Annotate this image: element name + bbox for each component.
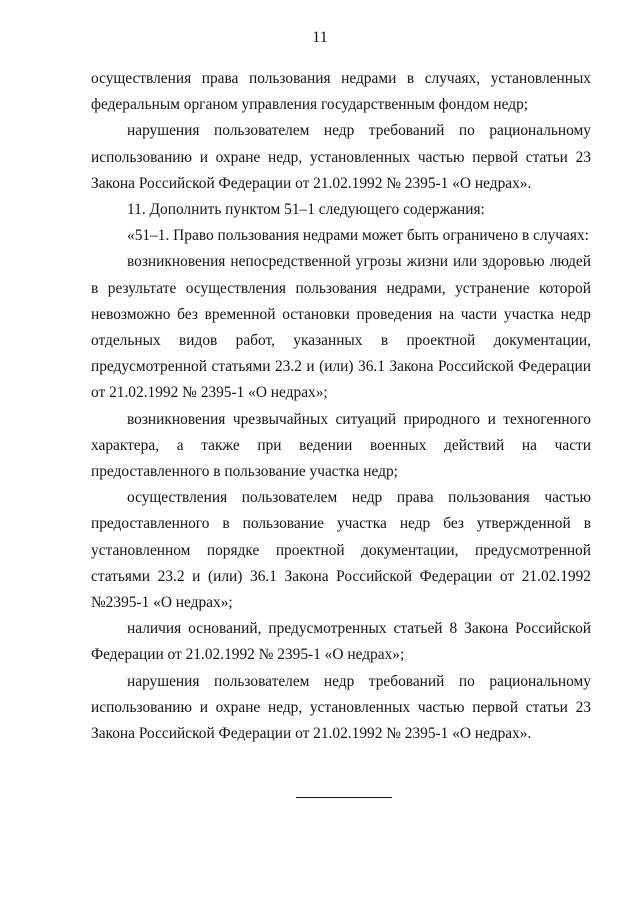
paragraph-item-11: 11. Дополнить пунктом 51–1 следующего содержания: — [127, 201, 485, 219]
end-of-text-rule — [296, 797, 392, 798]
paragraph-threat-to-life: возникновения непосредственной угрозы жизни или здоровью людей в результате осуществления пользования недрами, устранение которой невозможно без временной остановки проведения на части участка недр отдельных видов работ, указанных в проектной документации, предусмотренной статьями 23.2 и (или) 36.1 Закона Российской Федерации от 21.02.1992 № 2395-1 «О недрах»; — [91, 253, 591, 402]
paragraph-emergency-situations: возникновения чрезвычайных ситуаций природного и техногенного характера, а также при ведении военных действий на части предоставленного в пользование участка недр; — [91, 410, 591, 481]
paragraph-no-approved-documentation: осуществления пользователем недр права пользования частью предоставленного в пользование участка недр без утвержденной в установленном порядке проектной документации, предусмотренной статьями 23.2 и (или) 36.1 Закона Российской Федерации от 21.02.1992 №2395-1 «О недрах»; — [91, 489, 591, 612]
paragraph-article-8-grounds: наличия оснований, предусмотренных статьей 8 Закона Российской Федерации от 21.02.1992 № 2395-1 «О недрах»; — [91, 620, 591, 664]
paragraph-violation-article-23: нарушения пользователем недр требований по рациональному использованию и охране недр, установленных частью первой статьи 23 Закона Российской Федерации от 21.02.1992 № 2395-1 «О недрах». — [91, 672, 591, 743]
page-number: 11 — [312, 29, 328, 46]
document-body — [91, 66, 591, 747]
paragraph-item-51-1: «51–1. Право пользования недрами может быть ограничено в случаях: — [127, 227, 589, 245]
paragraph-continuation: осуществления права пользования недрами в случаях, установленных федеральным органом управления государственным фондом недр; — [91, 70, 591, 114]
paragraph-violation-rational-use: нарушения пользователем недр требований по рациональному использованию и охране недр, установленных частью первой статьи 23 Закона Российской Федерации от 21.02.1992 № 2395-1 «О недрах». — [91, 122, 591, 192]
